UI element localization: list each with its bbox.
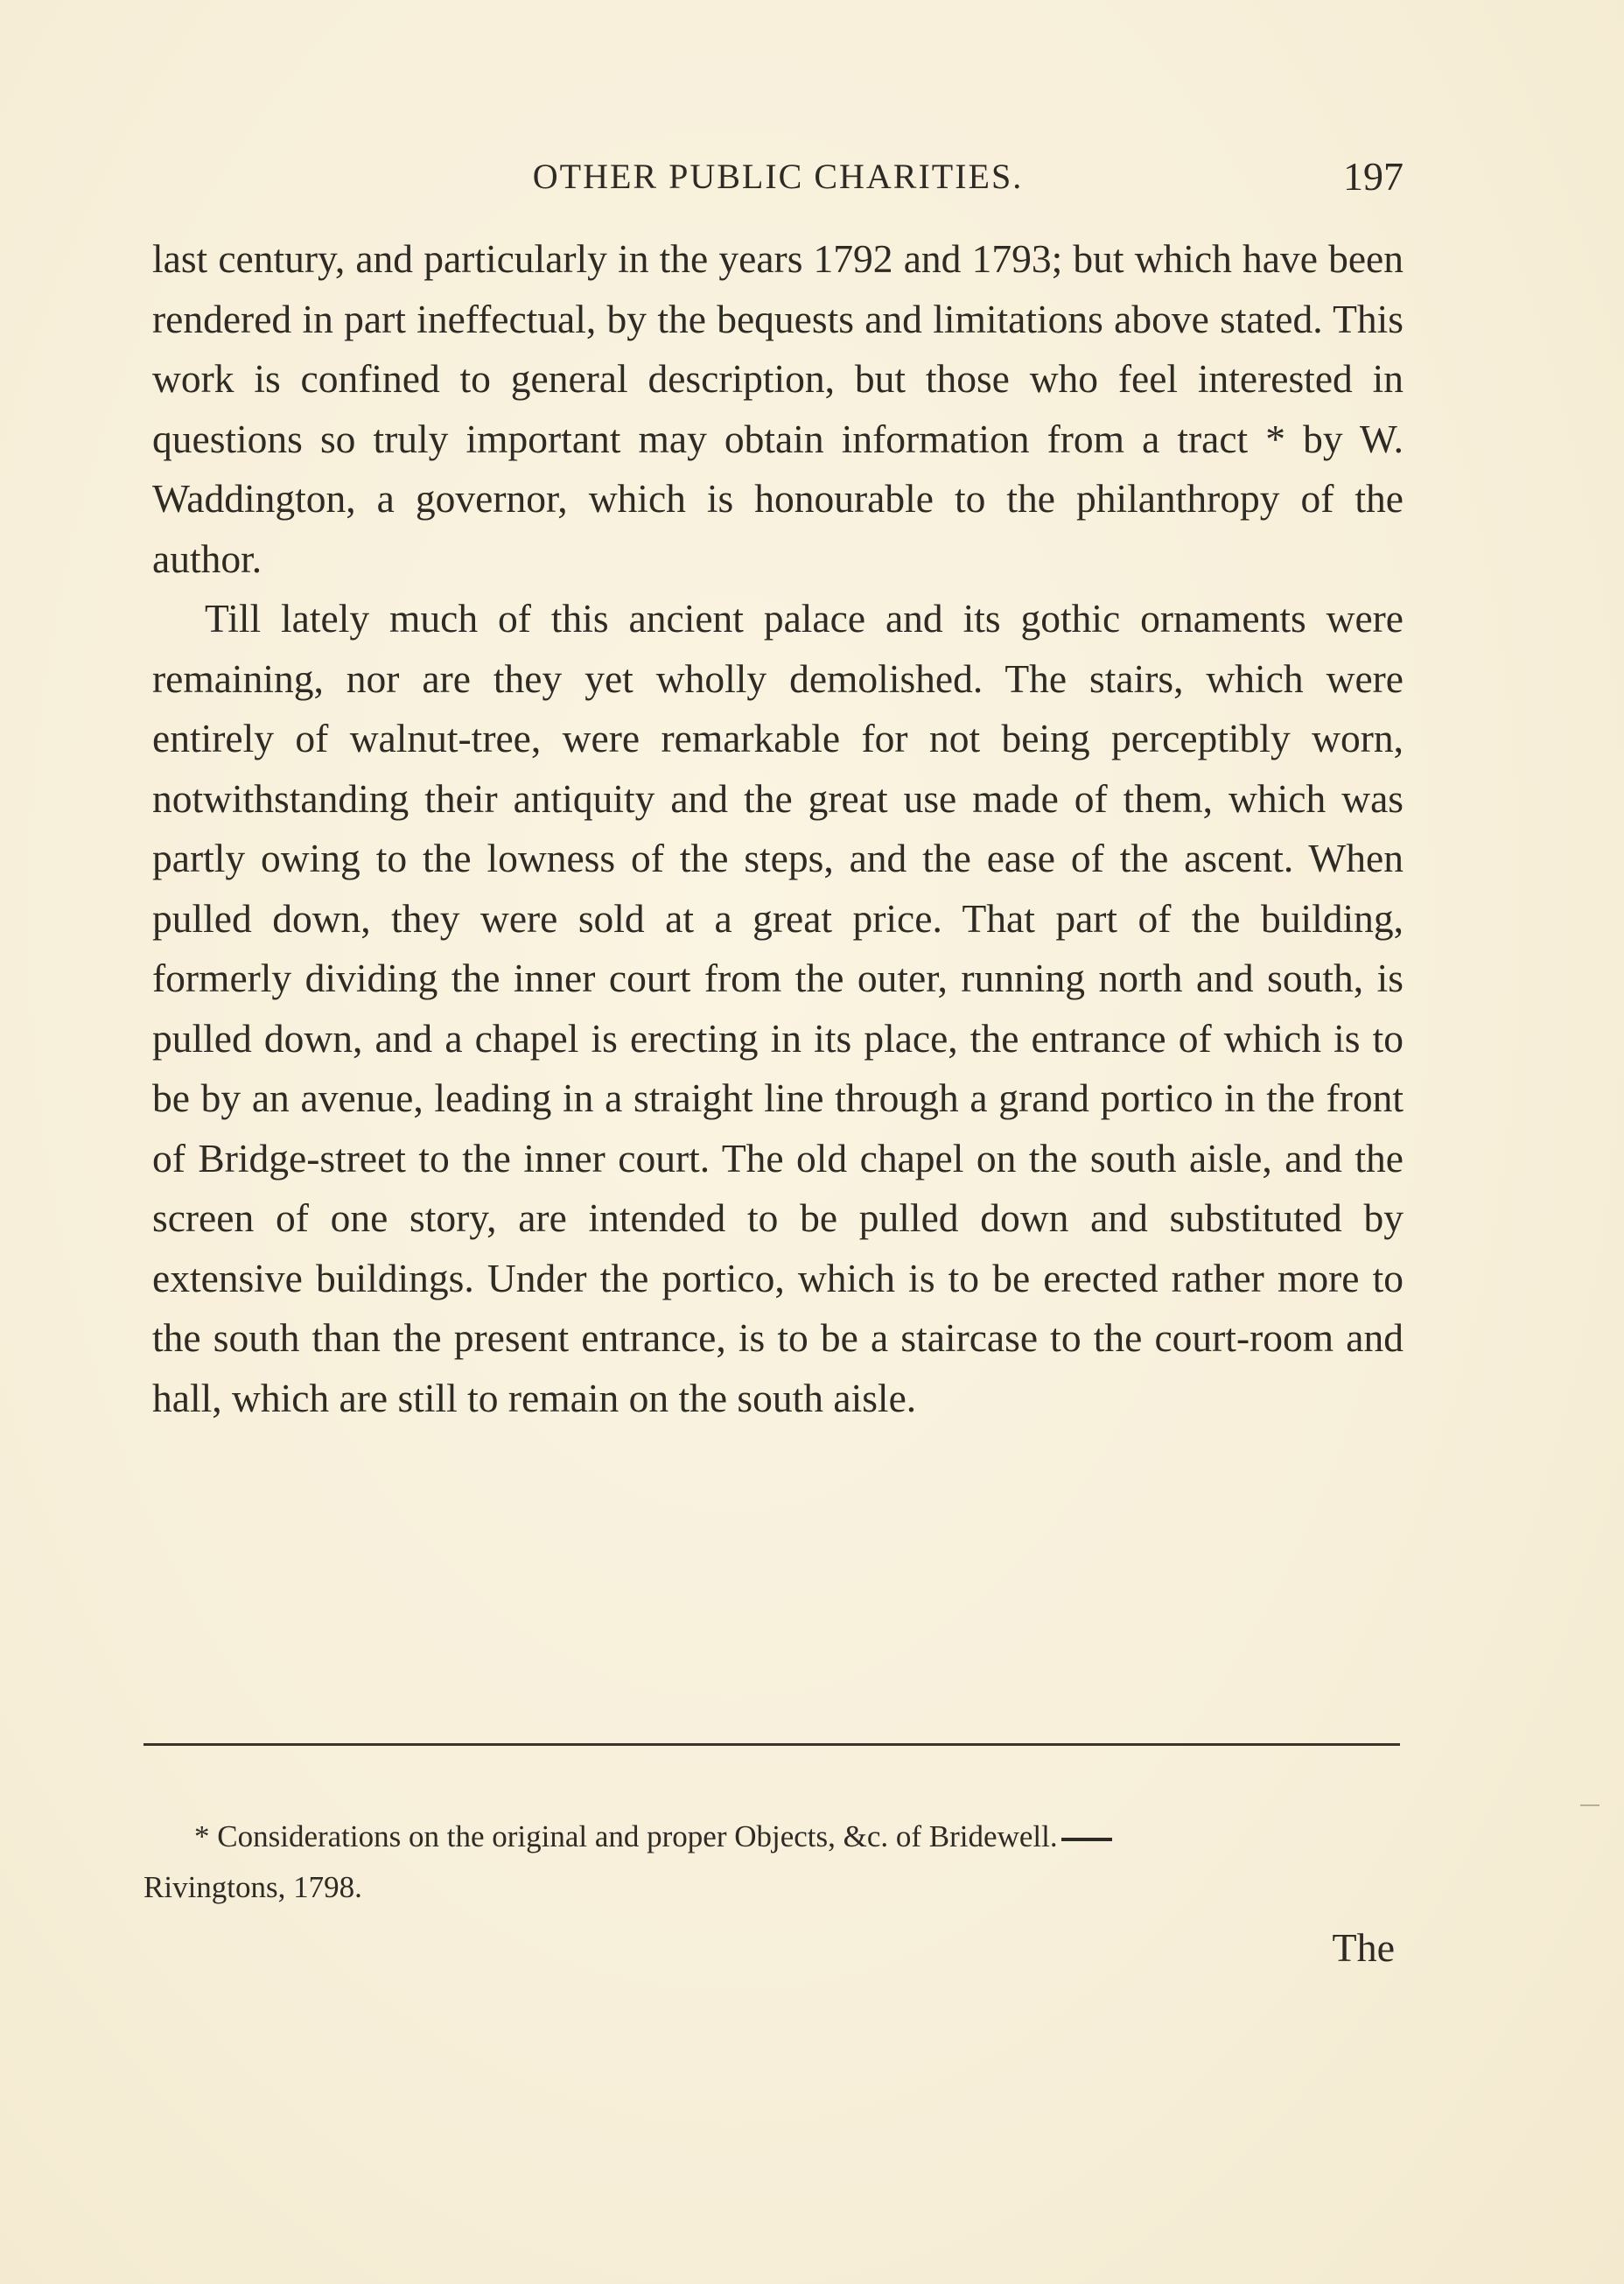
footnote-line-2: Rivingtons, 1798.	[144, 1870, 362, 1904]
footnote-rule	[144, 1743, 1400, 1746]
page-number: 197	[1343, 154, 1404, 199]
paragraph-2: Till lately much of this ancient palace and its gothic ornaments were remaining, nor are they yet wholly demolished. The stairs, which were entirely of walnut-tree, were remarkable for not being perceptibly worn, notwithstanding their antiquity and the great use made of them, which was partly owing to the lowness of the steps, and the ease of the ascent. When pulled down, they were sold at a great price. That part of the building, formerly dividing the inner court from the outer, running north and south, is pulled down, and a chapel is erecting in its place, the entrance of which is to be by an avenue, leading in a straight line through a grand portico in the front of Bridge-street to the inner court. The old chapel on the south aisle, and the screen of one story, are intended to be pulled down and substituted by extensive buildings. Under the portico, which is to be erected rather more to the south than the present entrance, is to be a staircase to the court-room and hall, which are still to remain on the south aisle.	[152, 596, 1404, 1420]
paragraph-1: last century, and particularly in the years 1792 and 1793; but which have been rendered in part ineffectual, by the bequests and limitations above stated. This work is confined to general description, but those who feel interested in questions so truly important may obtain information from a tract * by W. Waddington, a governor, which is honourable to the philanthropy of the author.	[152, 236, 1404, 581]
catchword: The	[1332, 1925, 1395, 1970]
running-head	[152, 151, 1404, 203]
running-title: OTHER PUBLIC CHARITIES.	[532, 157, 1024, 196]
footnote	[144, 1811, 1404, 1913]
footnote-line-1	[144, 1811, 1404, 1862]
footnote-text: * Considerations on the original and proper Objects, &c. of Bridewell.	[194, 1819, 1058, 1853]
edge-mark	[1580, 1804, 1600, 1806]
body-text	[152, 229, 1404, 1428]
footnote-dash	[1061, 1838, 1112, 1841]
